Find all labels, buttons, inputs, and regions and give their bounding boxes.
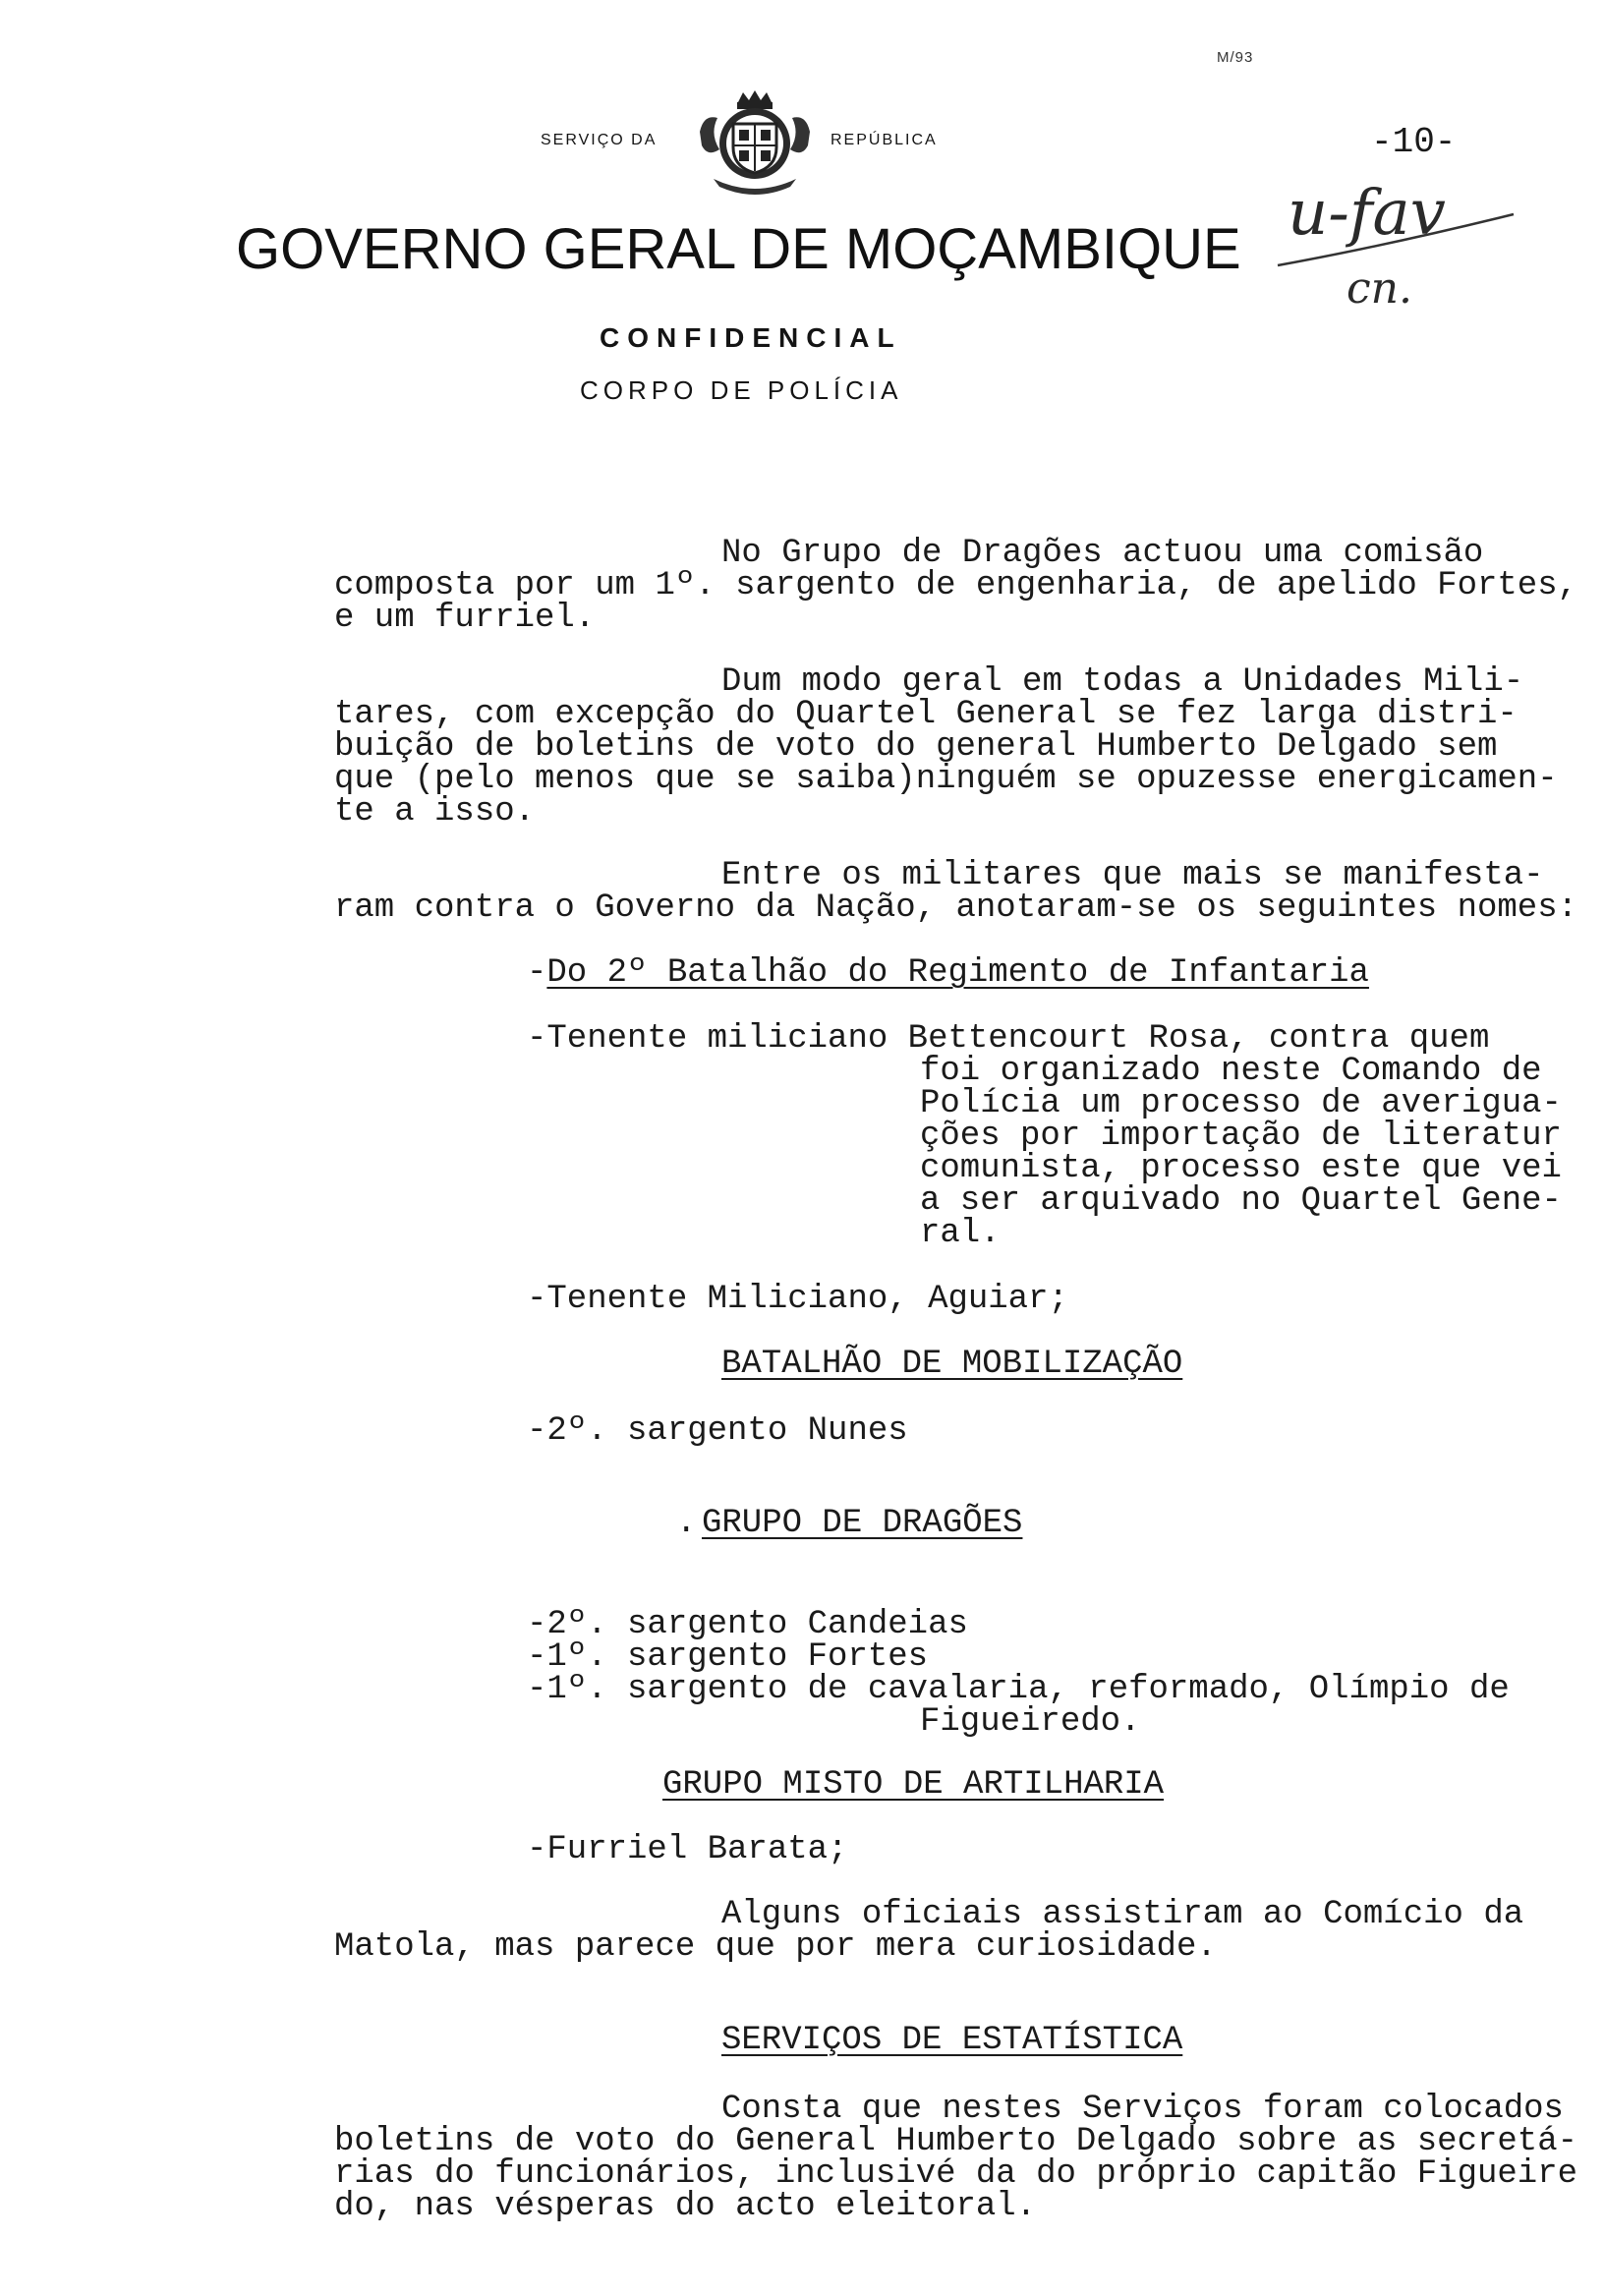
p3-line: ram contra o Governo da Nação, anotaram-se os seguintes nomes: — [334, 890, 1578, 927]
handwritten-annotation-line1: u-fav — [1288, 177, 1446, 250]
entry1-line: -Tenente miliciano Bettencourt Rosa, contra quem — [527, 1020, 1490, 1058]
entry1-line: comunista, processo este que vei — [920, 1150, 1562, 1187]
p1-line: No Grupo de Dragões actuou uma comisão — [721, 535, 1484, 572]
heading-dash: - — [527, 954, 547, 992]
service-caption-left: SERVIÇO DA — [541, 132, 658, 148]
p1-line: e um furriel. — [334, 600, 596, 637]
entry4-line: -1º. sargento de cavalaria, reformado, Olímpio de — [527, 1671, 1510, 1708]
p5-line: rias do funcionários, inclusivé da do próprio capitão Figueire — [334, 2155, 1578, 2193]
p2-line: tares, com excepção do Quartel General se fez larga distri- — [334, 696, 1518, 733]
entry4-line: -2º. sargento Candeias — [527, 1606, 968, 1643]
service-caption-right: REPÚBLICA — [831, 132, 938, 148]
entry4-line: -1º. sargento Fortes — [527, 1638, 929, 1676]
document-title: GOVERNO GERAL DE MOÇAMBIQUE — [236, 217, 1241, 281]
entry1-line: Polícia um processo de averigua- — [920, 1085, 1562, 1122]
heading-text: Do 2º Batalhão do Regimento de Infantaria — [546, 954, 1369, 992]
p2-line: te a isso. — [334, 793, 536, 831]
section-heading-mobilization: BATALHÃO DE MOBILIZAÇÃO — [721, 1346, 1183, 1383]
p2-line: buição de boletins de voto do general Humberto Delgado sem — [334, 728, 1498, 766]
coat-of-arms-emblem — [694, 88, 816, 195]
classification-stamp: CONFIDENCIAL — [600, 322, 902, 353]
entry4-line: Figueiredo. — [920, 1703, 1141, 1741]
entry3-line: -2º. sargento Nunes — [527, 1412, 908, 1450]
handwritten-annotation-line2: cn. — [1346, 263, 1412, 314]
p5-line: boletins de voto do General Humberto Delgado sobre as secretá- — [334, 2123, 1578, 2160]
entry1-line: a ser arquivado no Quartel Gene- — [920, 1182, 1562, 1220]
p2-line: que (pelo menos que se saiba)ninguém se opuzesse energicamen- — [334, 761, 1558, 798]
entry1-line: ral. — [920, 1215, 1001, 1252]
page-number: -10- — [1371, 122, 1457, 162]
p5-line: do, nas vésperas do acto eleitoral. — [334, 2188, 1037, 2225]
section-heading-artillery: GRUPO MISTO DE ARTILHARIA — [662, 1766, 1165, 1804]
p5-line: Consta que nestes Serviços foram colocados — [721, 2091, 1564, 2128]
p3-line: Entre os militares que mais se manifesta- — [721, 857, 1544, 894]
entry5-line: -Furriel Barata; — [527, 1831, 848, 1868]
section-heading-dragoons: GRUPO DE DRAGÕES — [702, 1505, 1023, 1542]
department-name: CORPO DE POLÍCIA — [580, 375, 903, 405]
heading-dot: . — [676, 1505, 697, 1542]
section-heading-infantry — [527, 954, 1369, 992]
entry2-line: -Tenente Miliciano, Aguiar; — [527, 1281, 1068, 1318]
p4-line: Matola, mas parece que por mera curiosidade. — [334, 1928, 1217, 1966]
p1-line: composta por um 1º. sargento de engenharia, de apelido Fortes, — [334, 567, 1578, 604]
entry1-line: ções por importação de literatur — [920, 1118, 1562, 1155]
p2-line: Dum modo geral em todas a Unidades Mili- — [721, 663, 1524, 701]
form-code: M/93 — [1217, 49, 1254, 66]
section-heading-statistics: SERVIÇOS DE ESTATÍSTICA — [721, 2022, 1183, 2059]
entry1-line: foi organizado neste Comando de — [920, 1053, 1542, 1090]
p4-line: Alguns oficiais assistiram ao Comício da — [721, 1896, 1524, 1933]
